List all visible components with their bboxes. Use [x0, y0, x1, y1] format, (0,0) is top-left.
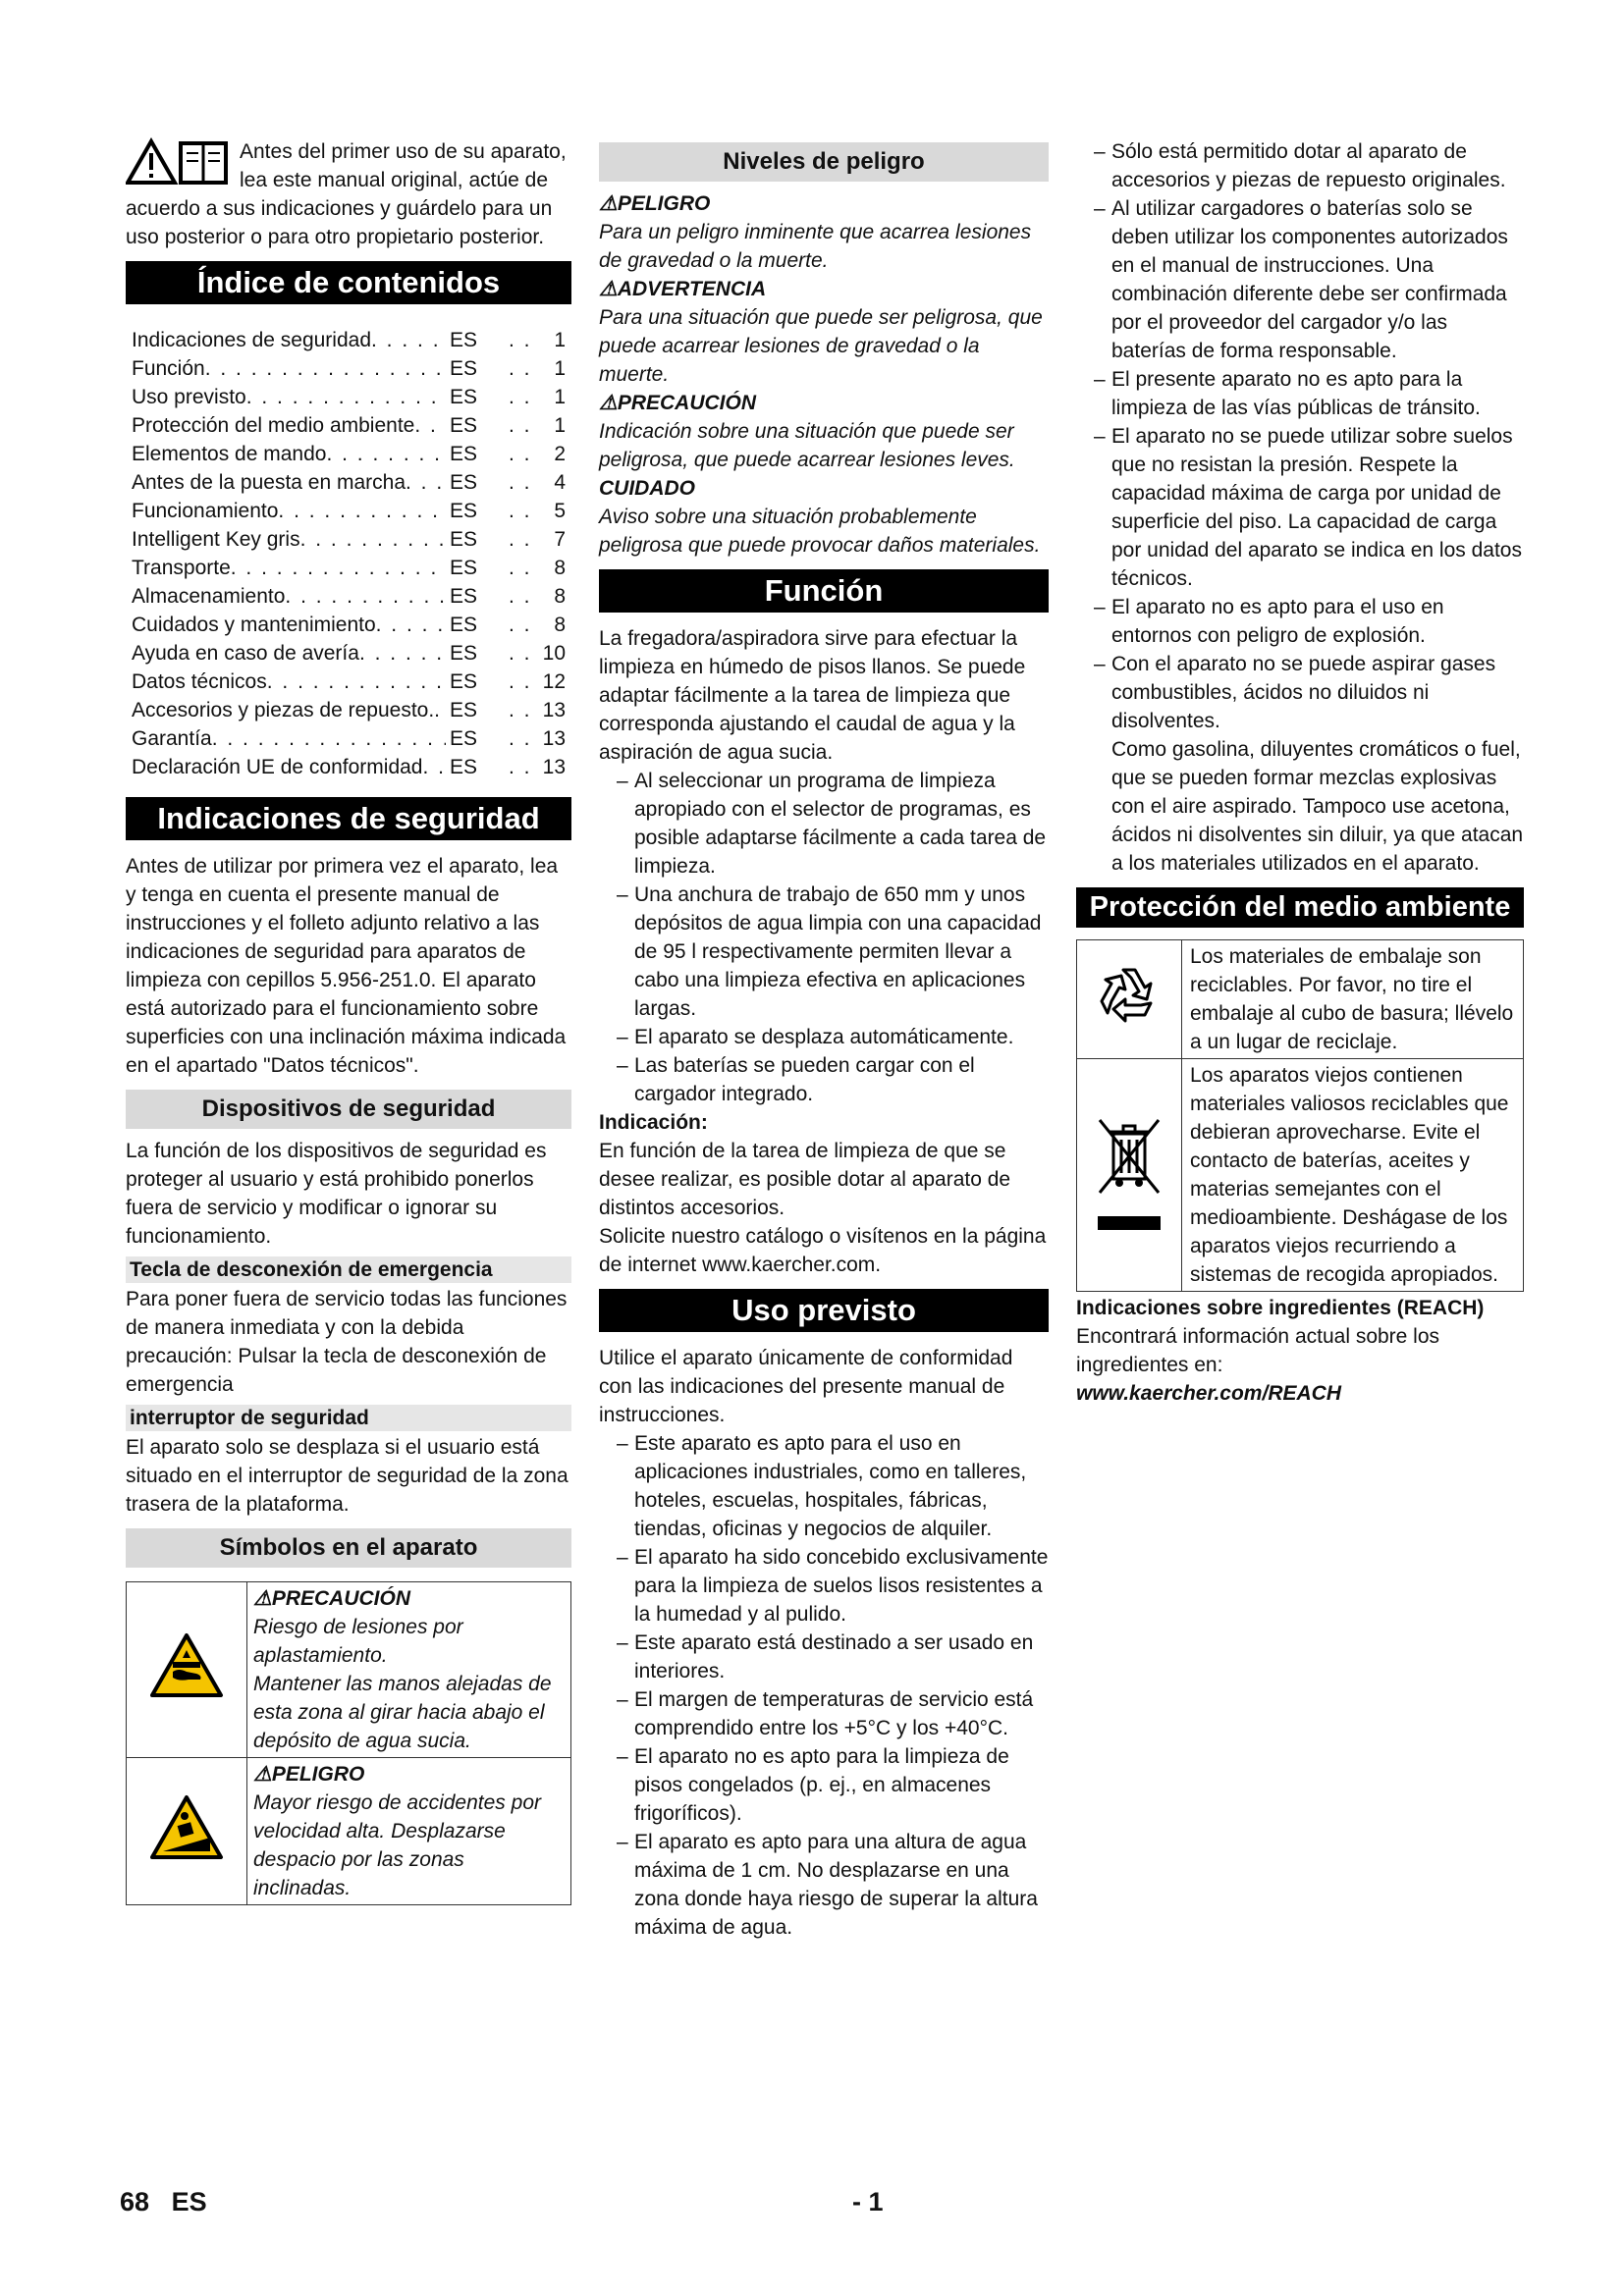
list-item: – Al utilizar cargadores o baterías solo se deben utilizar los componentes autorizados en el manual de instrucciones. Una combinación diferente debe ser confirmada por el proveedor del cargador y/o las baterías de forma responsable.	[1094, 197, 1508, 362]
toc-title-text: Garantía	[132, 727, 212, 750]
toc-dots	[376, 611, 446, 639]
toc-dots	[509, 611, 536, 639]
estop-title: Tecla de desconexión de emergencia	[126, 1256, 571, 1283]
uso-text: Utilice el aparato únicamente de conformidad con las indicaciones del presente manual de instrucciones.	[599, 1347, 1013, 1426]
toc-dots	[300, 525, 446, 554]
toc-dots	[205, 354, 446, 383]
toc-dots	[509, 639, 536, 667]
level-text: Indicación sobre una situación que puede ser peligrosa, que puede acarrear lesiones leves.	[599, 420, 1015, 471]
intro-text: Antes del primer uso de su aparato, lea este manual original, actúe de acuerdo a sus indicaciones y guárdelo para un uso posterior o para otro propietario posterior.	[126, 140, 567, 248]
toc-lang: ES	[450, 386, 478, 408]
env-row	[1077, 940, 1524, 1059]
toc-dots	[509, 667, 536, 696]
uso-list-continued	[1076, 137, 1524, 735]
toc-page: 8	[554, 585, 566, 608]
funcion-text: La fregadora/aspiradora sirve para efectuar la limpieza en húmedo de pisos llanos. Se puede adaptar fácilmente a la tarea de limpieza que corresponda ajustando el caudal de agua y la aspiración de agua sucia.	[599, 627, 1026, 764]
level-label: PRECAUCIÓN	[617, 392, 757, 414]
safety-devices-text: La función de los dispositivos de seguridad es proteger al usuario y está prohibido ponerlos fuera de servicio y modificar o ignorar su funcionamiento.	[126, 1140, 547, 1248]
toc-row[interactable]	[132, 468, 566, 497]
toc-row[interactable]	[132, 582, 566, 611]
toc-lang: ES	[450, 471, 478, 494]
intro-icons	[126, 137, 232, 188]
list-item: – Al seleccionar un programa de limpieza apropiado con el selector de programas, es posible adaptarse fácilmente a cada tarea de limpieza.	[617, 770, 1047, 878]
toc-dots	[509, 326, 536, 354]
toc-dots	[509, 497, 536, 525]
toc-title-text: Accesorios y piezas de repuesto.	[132, 699, 435, 721]
list-item: – El aparato no se puede utilizar sobre suelos que no resistan la presión. Respete la capacidad máxima de carga por unidad de superficie del piso. La capacidad de carga por unidad del aparato se indica en los datos técnicos.	[1094, 425, 1522, 590]
toc-row[interactable]	[132, 724, 566, 753]
toc-dots	[509, 440, 536, 468]
safety-title: Indicaciones de seguridad	[126, 797, 571, 840]
toc-title-text: Protección del medio ambiente	[132, 414, 415, 437]
toc-lang: ES	[450, 357, 478, 380]
toc-dots	[406, 468, 446, 497]
toc-title-text: Declaración UE de conformidad	[132, 756, 423, 778]
toc-title-text: Datos técnicos	[132, 670, 267, 693]
toc-row[interactable]	[132, 753, 566, 781]
toc-lang: ES	[450, 727, 478, 750]
toc-page: 13	[542, 699, 566, 721]
toc-page: 1	[554, 414, 566, 437]
toc-page: 7	[554, 528, 566, 551]
toc-dots	[509, 696, 536, 724]
toc-title-text: Cuidados y mantenimiento	[132, 614, 376, 636]
env-title: Protección del medio ambiente	[1076, 887, 1524, 928]
warning-triangle-icon: ⚠	[253, 1763, 272, 1786]
list-item: – Este aparato está destinado a ser usado en interiores.	[617, 1631, 1034, 1682]
toc-dots	[509, 411, 536, 440]
safety-devices-title: Dispositivos de seguridad	[126, 1090, 571, 1129]
toc-dots	[278, 497, 446, 525]
symbol-row	[127, 1582, 571, 1758]
uso-list	[599, 1429, 1049, 1942]
toc-dots	[285, 582, 446, 611]
footer-page	[120, 2187, 207, 2217]
level-label: PELIGRO	[617, 192, 711, 215]
column-left	[126, 137, 571, 1905]
toc-lang: ES	[450, 329, 478, 351]
toc-lang: ES	[450, 756, 478, 778]
level-label: ADVERTENCIA	[617, 278, 767, 300]
toc-row[interactable]	[132, 611, 566, 639]
levels-list	[599, 189, 1049, 560]
toc-dots	[434, 696, 446, 724]
page-number: 68	[120, 2187, 150, 2216]
toc-page: 5	[554, 500, 566, 522]
toc-row[interactable]	[132, 440, 566, 468]
warning-triangle-icon: ⚠	[253, 1587, 272, 1610]
slope-warning-icon	[149, 1794, 224, 1861]
reach-title: Indicaciones sobre ingredientes (REACH)	[1076, 1297, 1485, 1319]
toc-page: 2	[554, 443, 566, 465]
recycling-icon	[1094, 960, 1164, 1031]
toc-row[interactable]	[132, 411, 566, 440]
page-language: ES	[171, 2187, 207, 2216]
env-text: Los aparatos viejos contienen materiales valiosos reciclables que debieran aprovecharse. Evite el contacto de baterías, aceites y materias semejantes con el medioambiente. Deshágase de los aparatos viejos recurriendo a sistemas de recogida apropiados.	[1182, 1059, 1524, 1292]
reach-text: Encontrará información actual sobre los ingredientes en:	[1076, 1325, 1440, 1376]
toc-dots	[509, 354, 536, 383]
level-text: Aviso sobre una situación probablemente peligrosa que puede provocar daños materiales.	[599, 506, 1041, 557]
toc-row[interactable]	[132, 354, 566, 383]
toc-page: 10	[542, 642, 566, 665]
toc-title-text: Funcionamiento	[132, 500, 279, 522]
toc-page: 13	[542, 756, 566, 778]
symbols-table	[126, 1581, 571, 1905]
toc-lang: ES	[450, 699, 478, 721]
toc-lang: ES	[450, 585, 478, 608]
warning-triangle-icon: ⚠	[599, 278, 618, 300]
intro-block	[126, 137, 571, 251]
toc-lang: ES	[450, 443, 478, 465]
toc-page: 4	[554, 471, 566, 494]
column-middle	[599, 137, 1049, 1942]
list-item: – El aparato es apto para una altura de agua máxima de 1 cm. No desplazarse en una zona donde haya riesgo de superar la altura máxima de agua.	[617, 1831, 1038, 1939]
safety-text: Antes de utilizar por primera vez el aparato, lea y tenga en cuenta el presente manual de instrucciones y el folleto adjunto relativo a las indicaciones de seguridad para aparatos de limpieza con cepillos 5.956-251.0. El aparato está autorizado para el funcionamiento sobre superficies con una inclinación máxima indicada en el apartado "Datos técnicos".	[126, 855, 567, 1077]
toc-dots	[509, 525, 536, 554]
note-text: Solicite nuestro catálogo o visítenos en la página de internet www.kaercher.com.	[599, 1225, 1047, 1276]
toc-dots	[422, 753, 446, 781]
env-text: Los materiales de embalaje son reciclables. Por favor, no tire el embalaje al cubo de basura; llévelo a un lugar de reciclaje.	[1182, 940, 1524, 1059]
list-item: – Sólo está permitido dotar al aparato de accesorios y piezas de repuesto originales.	[1094, 140, 1506, 191]
toc-dots	[509, 724, 536, 753]
list-item: – Este aparato es apto para el uso en aplicaciones industriales, como en talleres, hoteles, escuelas, hospitales, fábricas, tiendas, oficinas y negocios de alquiler.	[617, 1432, 1027, 1540]
reach-link[interactable]: www.kaercher.com/REACH	[1076, 1382, 1341, 1405]
toc-dots	[509, 383, 536, 411]
symbol-text: Riesgo de lesiones por aplastamiento.	[253, 1616, 463, 1667]
toc-title-text: Uso previsto	[132, 386, 246, 408]
list-item: – El margen de temperaturas de servicio está comprendido entre los +5°C y los +40°C.	[617, 1688, 1034, 1739]
symbol-text: Mantener las manos alejadas de esta zona al girar hacia abajo el depósito de agua sucia.	[253, 1673, 552, 1752]
toc-page: 1	[554, 357, 566, 380]
warning-triangle-icon: ⚠	[599, 392, 618, 414]
toc-lang: ES	[450, 528, 478, 551]
toc-page: 8	[554, 557, 566, 579]
toc-lang: ES	[450, 642, 478, 665]
toc-title-text: Antes de la puesta en marcha	[132, 471, 406, 494]
toc-title-text: Intelligent Key gris	[132, 528, 300, 551]
toc-title-text: Transporte	[132, 557, 231, 579]
toc-dots	[509, 582, 536, 611]
symbol-row	[127, 1758, 571, 1905]
toc-lang: ES	[450, 500, 478, 522]
uso-extra-text: Como gasolina, diluyentes cromáticos o fuel, que se pueden formar mezclas explosivas con el aire aspirado. Tampoco use acetona, ácidos ni disolventes sin diluir, ya que atacan a los materiales utilizados en el aparato.	[1111, 738, 1524, 875]
list-item: – El presente aparato no es apto para la limpieza de las vías públicas de tránsito.	[1094, 368, 1481, 419]
toc-page: 8	[554, 614, 566, 636]
list-item: – El aparato no es apto para la limpieza de pisos congelados (p. ej., en almacenes frigoríficos).	[617, 1745, 1009, 1825]
list-item: – Una anchura de trabajo de 650 mm y unos depósitos de agua limpia con una capacidad de 95 l respectivamente permiten llevar a cabo una limpieza efectiva en aplicaciones largas.	[617, 883, 1042, 1020]
toc-dots	[326, 440, 446, 468]
toc-title-text: Ayuda en caso de avería	[132, 642, 359, 665]
toc-row[interactable]	[132, 525, 566, 554]
footer-center-number: - 1	[852, 2187, 884, 2216]
toc-dots	[231, 554, 446, 582]
toc-title-text: Función	[132, 357, 205, 380]
list-item: – Las baterías se pueden cargar con el cargador integrado.	[617, 1054, 975, 1105]
toc-row[interactable]	[132, 326, 566, 354]
toc-row[interactable]	[132, 696, 566, 724]
toc-page: 13	[542, 727, 566, 750]
toc-lang: ES	[450, 670, 478, 693]
crossed-bin-icon	[1092, 1106, 1166, 1236]
level-text: Para una situación que puede ser peligrosa, que puede acarrear lesiones de gravedad o la muerte.	[599, 306, 1043, 386]
estop-text: Para poner fuera de servicio todas las funciones de manera inmediata y con la debida precaución: Pulsar la tecla de desconexión de emergencia	[126, 1288, 568, 1396]
warning-triangle-icon: ⚠	[599, 192, 618, 215]
funcion-title: Función	[599, 569, 1049, 613]
env-row	[1077, 1059, 1524, 1292]
toc-row[interactable]	[132, 383, 566, 411]
symbol-label: PELIGRO	[271, 1763, 365, 1786]
toc-dots	[267, 667, 446, 696]
warning-manual-icon	[126, 137, 232, 188]
toc-lang: ES	[450, 414, 478, 437]
note-title: Indicación:	[599, 1111, 708, 1134]
toc-list	[126, 316, 571, 787]
symbol-label: PRECAUCIÓN	[271, 1587, 411, 1610]
toc-page: 1	[554, 386, 566, 408]
safety-switch-title: interruptor de seguridad	[126, 1405, 571, 1431]
toc-page: 12	[542, 670, 566, 693]
toc-title: Índice de contenidos	[126, 261, 571, 304]
toc-page: 1	[554, 329, 566, 351]
toc-lang: ES	[450, 614, 478, 636]
toc-title-text: Elementos de mando	[132, 443, 327, 465]
symbol-text: Mayor riesgo de accidentes por velocidad alta. Desplazarse despacio por las zonas inclinadas.	[253, 1791, 541, 1899]
list-item: – El aparato no es apto para el uso en entornos con peligro de explosión.	[1094, 596, 1444, 647]
toc-dots	[509, 554, 536, 582]
toc-dots	[509, 753, 536, 781]
toc-row[interactable]	[132, 497, 566, 525]
list-item: – El aparato ha sido concebido exclusivamente para la limpieza de suelos lisos resistentes a la humedad y al pulido.	[617, 1546, 1049, 1626]
toc-dots	[414, 411, 446, 440]
symbols-title: Símbolos en el aparato	[126, 1528, 571, 1568]
toc-title-text: Indicaciones de seguridad	[132, 329, 372, 351]
uso-title: Uso previsto	[599, 1289, 1049, 1332]
safety-switch-text: El aparato solo se desplaza si el usuario está situado en el interruptor de seguridad de la zona trasera de la plataforma.	[126, 1436, 568, 1516]
hand-crush-warning-icon	[149, 1632, 224, 1699]
toc-dots	[359, 639, 446, 667]
env-table	[1076, 939, 1524, 1292]
toc-row[interactable]	[132, 554, 566, 582]
toc-title-text: Almacenamiento	[132, 585, 286, 608]
levels-title: Niveles de peligro	[599, 142, 1049, 182]
toc-row[interactable]	[132, 667, 566, 696]
list-item: – El aparato se desplaza automáticamente.	[617, 1026, 1014, 1048]
level-label: CUIDADO	[599, 477, 695, 500]
toc-dots	[246, 383, 446, 411]
note-text: En función de la tarea de limpieza de que se desee realizar, es posible dotar al aparato de distintos accesorios.	[599, 1140, 1011, 1219]
toc-dots	[212, 724, 446, 753]
toc-dots	[371, 326, 446, 354]
toc-dots	[509, 468, 536, 497]
level-text: Para un peligro inminente que acarrea lesiones de gravedad o la muerte.	[599, 221, 1032, 272]
toc-row[interactable]	[132, 639, 566, 667]
funcion-list	[599, 767, 1049, 1108]
toc-lang: ES	[450, 557, 478, 579]
column-right	[1076, 137, 1524, 1408]
list-item: – Con el aparato no se puede aspirar gases combustibles, ácidos no diluidos ni disolventes.	[1094, 653, 1496, 732]
